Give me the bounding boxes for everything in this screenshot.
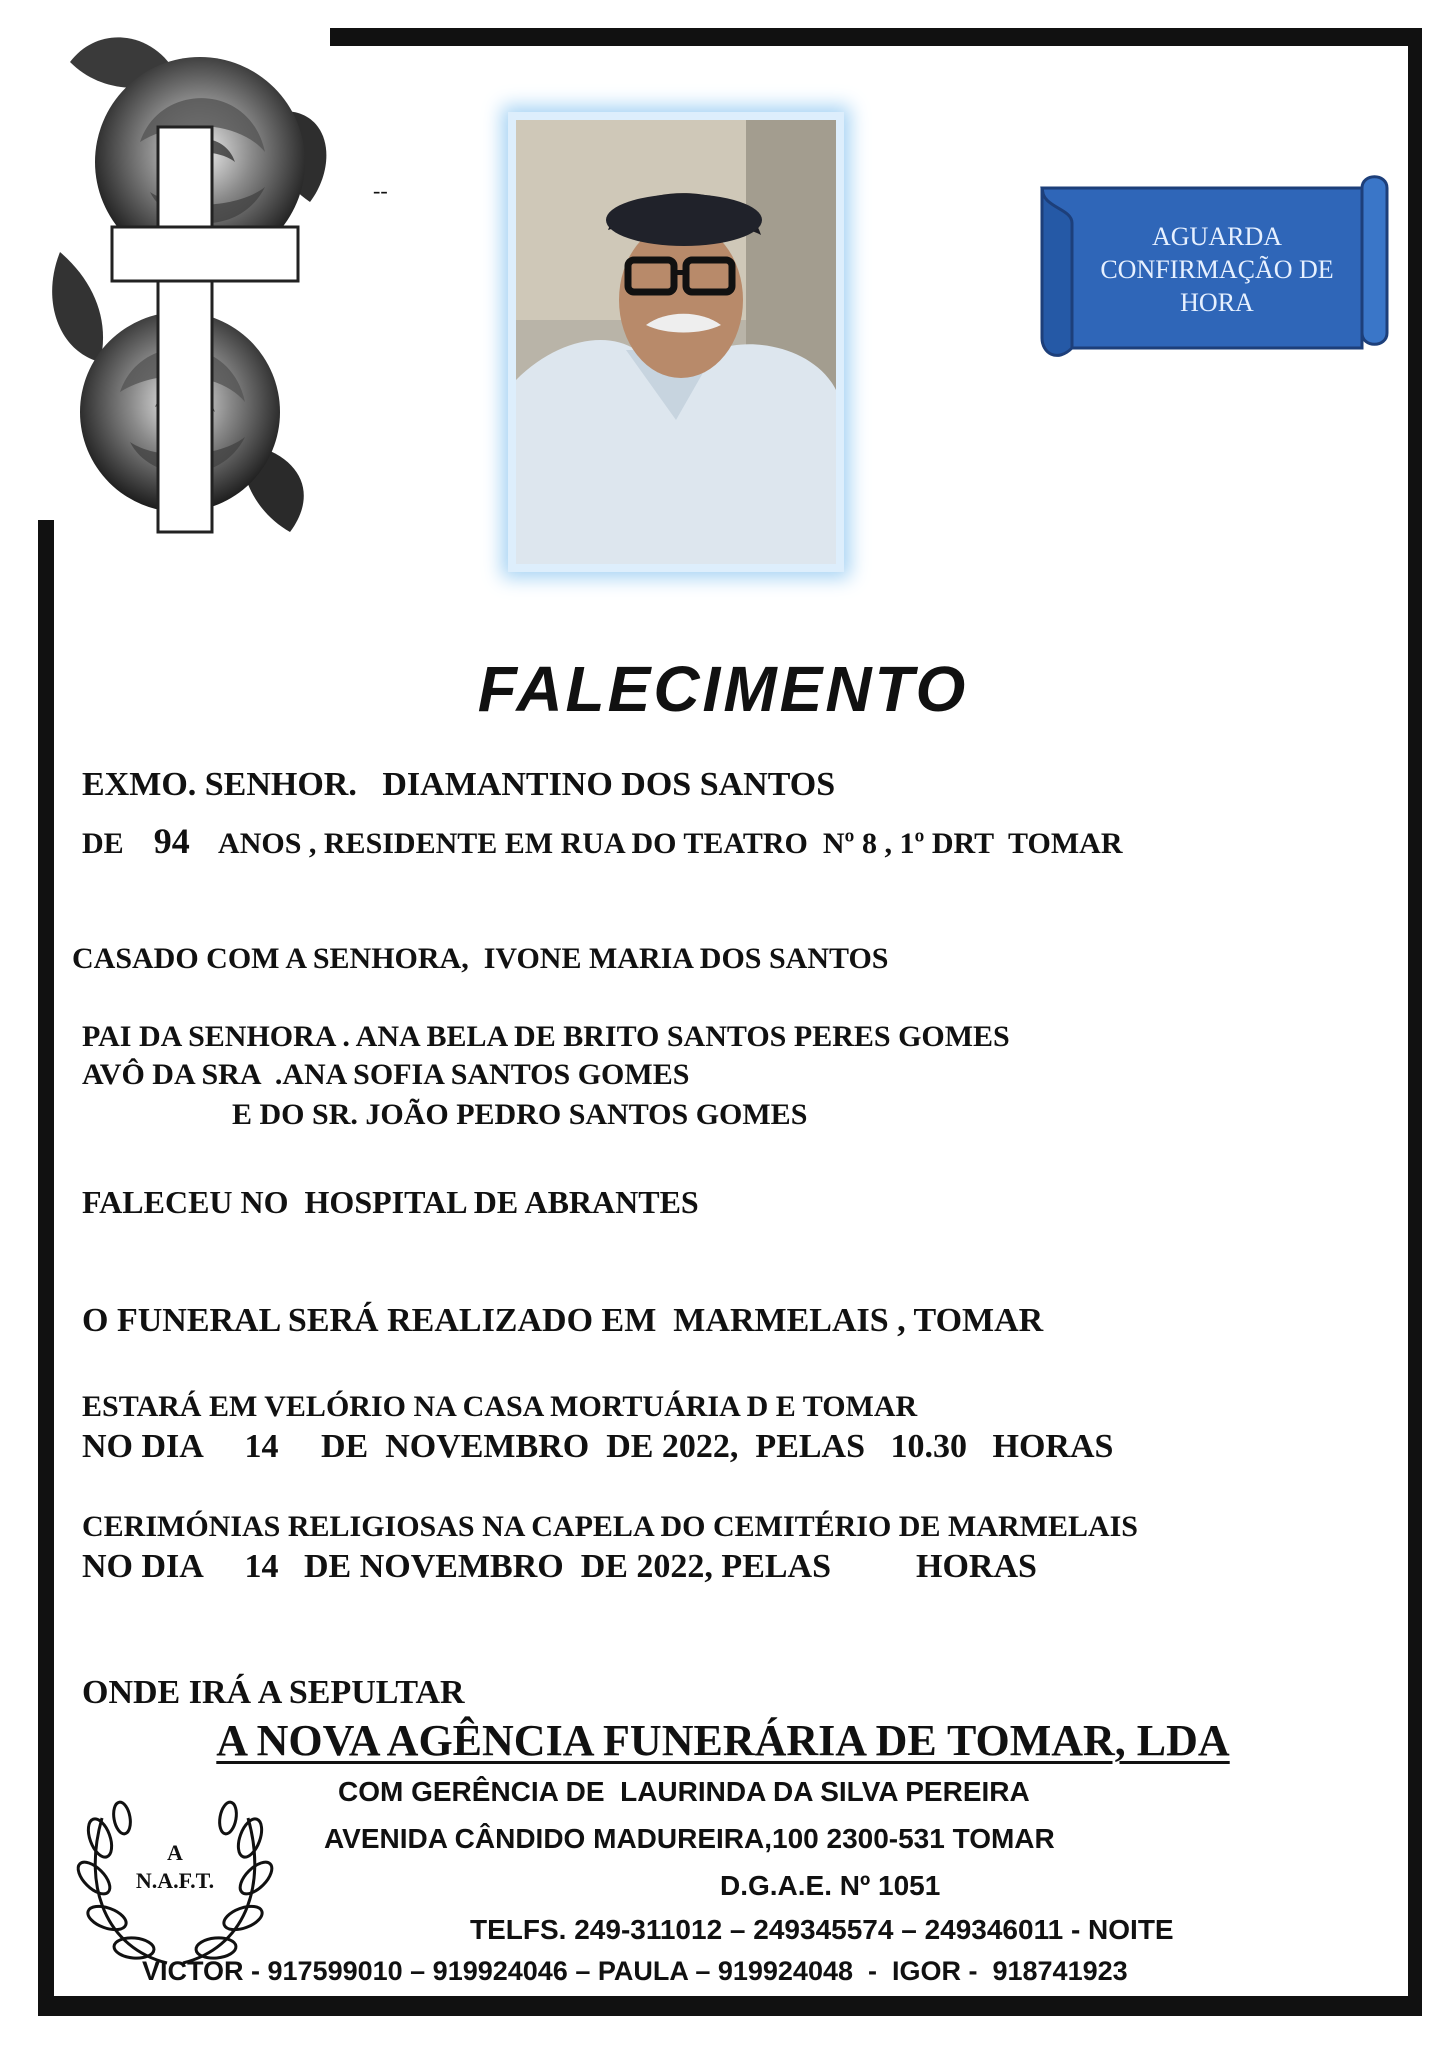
deceased-residence-line xyxy=(82,820,1123,862)
portrait-photo xyxy=(516,120,836,564)
agency-name: A NOVA AGÊNCIA FUNERÁRIA DE TOMAR, LDA xyxy=(216,1716,1230,1765)
wake-datetime-line: NO DIA 14 DE NOVEMBRO DE 2022, PELAS 10.30 HORAS xyxy=(82,1428,1114,1465)
age-value: 94 xyxy=(153,821,190,861)
age-prefix: DE xyxy=(82,827,124,860)
agency-license: D.G.A.E. Nº 1051 xyxy=(720,1870,941,1901)
agency-phones: TELFS. 249-311012 – 249345574 – 249346011 - NOITE xyxy=(470,1914,1174,1945)
roses-cross-illustration xyxy=(40,22,340,542)
agency-night-contacts: VICTOR - 917599010 – 919924046 – PAULA – 919924048 - IGOR - 918741923 xyxy=(142,1956,1128,1986)
frame-bottom-border xyxy=(38,1996,1422,2016)
grandchild-line: E DO SR. JOÃO PEDRO SANTOS GOMES xyxy=(232,1098,808,1131)
emblem-text: N.A.F.T. xyxy=(135,1868,215,1893)
banner-line: CONFIRMAÇÃO DE xyxy=(1100,255,1334,284)
banner-line: AGUARDA xyxy=(1152,222,1282,251)
residence-text: ANOS , RESIDENTE EM RUA DO TEATRO Nº 8 , 1º DRT TOMAR xyxy=(218,827,1123,860)
wake-place-line: ESTARÁ EM VELÓRIO NA CASA MORTUÁRIA D E TOMAR xyxy=(82,1390,918,1423)
agency-management: COM GERÊNCIA DE LAURINDA DA SILVA PEREIRA xyxy=(338,1776,1030,1807)
frame-left-border xyxy=(38,520,54,2010)
grandchild-line: AVÔ DA SRA .ANA SOFIA SANTOS GOMES xyxy=(82,1058,690,1091)
deceased-name-line: EXMO. SENHOR. DIAMANTINO DOS SANTOS xyxy=(82,766,836,803)
death-place-line: FALECEU NO HOSPITAL DE ABRANTES xyxy=(82,1184,699,1220)
portrait-frame xyxy=(508,112,844,572)
banner-text xyxy=(1062,220,1372,319)
funeral-line: O FUNERAL SERÁ REALIZADO EM MARMELAIS , TOMAR xyxy=(82,1302,1044,1339)
banner-line: HORA xyxy=(1180,288,1254,317)
spouse-line: CASADO COM A SENHORA, IVONE MARIA DOS SANTOS xyxy=(72,942,889,975)
ceremony-place-line: CERIMÓNIAS RELIGIOSAS NA CAPELA DO CEMITÉRIO DE MARMELAIS xyxy=(82,1510,1138,1543)
agency-address: AVENIDA CÂNDIDO MADUREIRA,100 2300-531 TOMAR xyxy=(324,1823,1055,1854)
emblem-letter: A xyxy=(167,1840,183,1865)
page-title: FALECIMENTO xyxy=(477,653,969,725)
frame-top-border xyxy=(330,28,1422,46)
burial-line: ONDE IRÁ A SEPULTAR xyxy=(82,1674,465,1711)
child-line: PAI DA SENHORA . ANA BELA DE BRITO SANTOS PERES GOMES xyxy=(82,1020,1010,1053)
ceremony-datetime-line: NO DIA 14 DE NOVEMBRO DE 2022, PELAS HORAS xyxy=(82,1548,1037,1585)
dash-mark: -- xyxy=(373,178,388,203)
